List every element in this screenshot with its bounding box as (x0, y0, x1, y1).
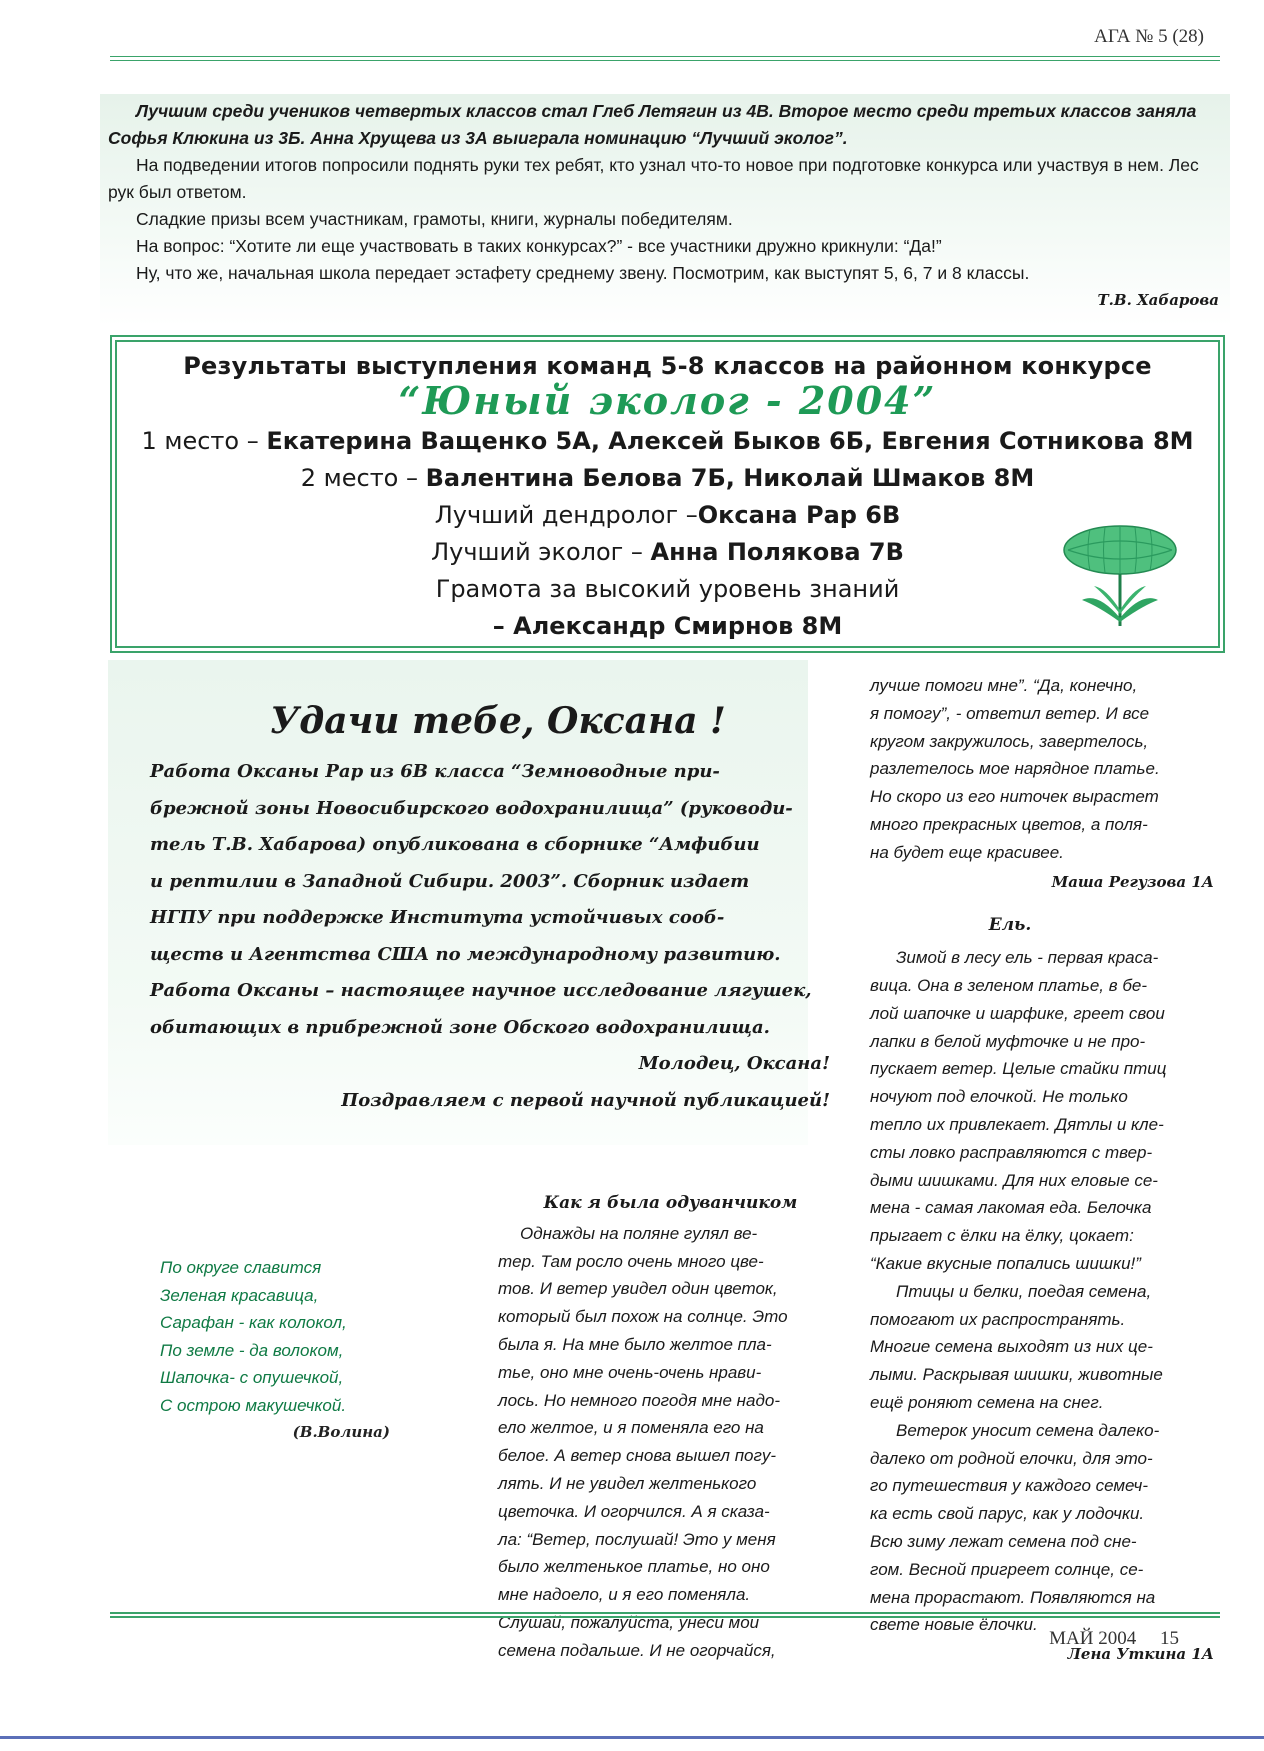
dandelion-line: было желтенькое платье, но оно (498, 1557, 770, 1577)
poem-signature: (В.Волина) (292, 1423, 390, 1441)
masha-signature: Маша Регузова 1А (1051, 872, 1214, 891)
paragraph-1: На подведении итогов попросили поднять руки тех ребят, кто узнал что-то новое при подготовке конкурса или участвуя в нем. Лес рук был ответом. (108, 155, 1199, 202)
poem-line: Шапочка- с опушечкой, (160, 1368, 344, 1387)
el-line: гом. Весной пригреет солнце, се- (870, 1559, 1144, 1579)
story-end-line: Но скоро из его ниточек вырастет (870, 787, 1159, 807)
flower-icon (1060, 522, 1180, 632)
poem-line: С острою макушечкой. (160, 1395, 347, 1415)
story-end-line: лучше помоги мне”. “Да, конечно, (870, 676, 1138, 695)
second-place-names: Валентина Белова 7Б, Николай Шмаков 8М (425, 464, 1035, 492)
dendrologist-name: Оксана Рар 6В (697, 501, 901, 529)
el-line: помогают их распространять. (870, 1309, 1126, 1329)
contest-name: “Юный эколог - 2004” (398, 378, 937, 423)
el-line: пускает ветер. Целые стайки птиц (870, 1059, 1167, 1079)
el-line: Многие семена выходят из них це- (870, 1337, 1153, 1357)
story-end-line: кругом закружилось, завертелось, (870, 731, 1149, 751)
paragraph-3: На вопрос: “Хотите ли еще участвовать в таких конкурсах?” - все участники дружно крикнули: “Да!” (136, 236, 942, 256)
el-line: Ветерок уносит семена далеко- (896, 1420, 1160, 1440)
dandelion-line: лять. И не увидел желтенького (498, 1473, 757, 1493)
paragraph-4: Ну, что же, начальная школа передает эстафету среднему звену. Посмотрим, как выступят 5, 6, 7 и 8 классы. (136, 263, 1030, 283)
oksana-text (150, 754, 830, 1119)
ecologist-name: Анна Полякова 7В (650, 538, 904, 566)
page-footer: МАЙ 2004 15 (1049, 1628, 1179, 1649)
oksana-line: ществ и Агентства США по международному развитию. (150, 943, 781, 965)
oksana-line: и рептилии в Западной Сибири. 2003”. Сборник издает (150, 870, 750, 892)
story-end-line: на будет еще красивее. (870, 842, 1064, 862)
dandelion-line: тье, оно мне очень-очень нрави- (498, 1362, 762, 1382)
dandelion-line: ла: “Ветер, послушай! Это у меня (498, 1529, 776, 1549)
diploma-label: Грамота за высокий уровень знаний (435, 575, 900, 603)
results-box (110, 335, 1225, 653)
el-line: ночуют под елочкой. Не только (870, 1087, 1128, 1107)
el-line: Зимой в лесу ель - первая краса- (896, 948, 1159, 968)
oksana-article (150, 700, 830, 1119)
el-line: лапки в белой муфточке и не про- (870, 1031, 1146, 1051)
top-rule (110, 56, 1220, 61)
dandelion-line: была я. На мне было желтое пла- (498, 1334, 772, 1354)
el-line: свете новые ёлочки. (870, 1615, 1038, 1635)
el-line: прыгает с ёлки на ёлку, цокает: (870, 1226, 1134, 1246)
ecologist-label: Лучший эколог – (431, 538, 651, 566)
el-line: лой шапочке и шарфике, греет свои (870, 1003, 1165, 1023)
dandelion-line: Однажды на поляне гулял ве- (520, 1223, 758, 1243)
first-place (117, 423, 1218, 460)
second-place-label: 2 место – (300, 464, 426, 492)
oksana-line: НГПУ при поддержке Института устойчивых сооб- (150, 907, 725, 928)
story-end-line: разлетелось мое нарядное платье. (870, 759, 1160, 779)
el-line: ка есть свой парус, как у лодочки. (870, 1504, 1145, 1524)
dandelion-line: Слушай, пожалуйста, унеси мои (498, 1612, 760, 1632)
top-article (108, 98, 1223, 314)
diploma-name: – Александр Смирнов 8М (492, 612, 843, 640)
lena-signature: Лена Уткина 1А (1067, 1645, 1214, 1664)
el-line: мена прорастают. Появляются на (870, 1587, 1156, 1607)
dandelion-line: цветочка. И огорчился. А я сказа- (498, 1501, 770, 1521)
dandelion-line: тов. И ветер увидел один цветок, (498, 1279, 778, 1299)
results-title: Результаты выступления команд 5-8 классов на районном конкурсе (183, 352, 1152, 380)
top-signature: Т.В. Хабарова (1097, 291, 1219, 309)
story-end-line: много прекрасных цветов, а поля- (870, 814, 1148, 834)
oksana-line: Работа Оксаны Рар из 6В класса “Земноводные при- (150, 761, 720, 782)
el-line: “Какие вкусные попались шишки!” (870, 1253, 1141, 1273)
el-line: го путешествия у каждого семеч- (870, 1476, 1149, 1496)
dandelion-line: лось. Но немного погодя мне надо- (498, 1390, 781, 1410)
el-line: ещё роняют семена на снег. (870, 1392, 1104, 1412)
el-line: мена - самая лакомая еда. Белочка (870, 1198, 1152, 1218)
dandelion-title: Как я была одуванчиком (543, 1193, 798, 1213)
dandelion-line: ело желтое, и я поменяла его на (498, 1418, 764, 1438)
diploma-winner (117, 608, 1218, 645)
el-line: Всю зиму лежат семена под сне- (870, 1531, 1137, 1551)
dandelion-line: мне надоело, и я его поменяла. (498, 1585, 751, 1605)
dandelion-line: тер. Там росло очень много цве- (498, 1251, 764, 1271)
right-column (870, 672, 1220, 1669)
best-dendrologist (117, 497, 1218, 534)
first-place-names: Екатерина Ващенко 5А, Алексей Быков 6Б, Евгения Сотникова 8М (266, 427, 1194, 455)
dandelion-line: белое. А ветер снова вышел погу- (498, 1446, 777, 1466)
poem-line: Зеленая красавица, (160, 1285, 319, 1305)
oksana-line: тель Т.В. Хабарова) опубликована в сборнике “Амфибии (150, 834, 760, 855)
dandelion-story (498, 1190, 843, 1665)
el-line: тепло их привлекает. Дятлы и кле- (870, 1114, 1164, 1134)
first-place-label: 1 место – (141, 427, 267, 455)
oksana-line: обитающих в прибрежной зоне Обского водохранилища. (150, 1016, 770, 1038)
issue-number: АГА № 5 (28) (1094, 26, 1204, 47)
el-line: Птицы и белки, поедая семена, (896, 1281, 1152, 1301)
el-line: далеко от родной елочки, для это- (870, 1448, 1153, 1468)
dandelion-line: который был похож на солнце. Это (498, 1307, 788, 1327)
results-inner (115, 340, 1220, 648)
oksana-line: Работа Оксаны – настоящее научное исследование лягушек, (150, 980, 812, 1001)
best-ecologist (117, 534, 1218, 571)
el-line: сты ловко расправляются с твер- (870, 1142, 1153, 1162)
poem (160, 1254, 420, 1447)
el-line: лыми. Раскрывая шишки, животные (870, 1365, 1163, 1385)
poem-line: Сарафан - как колокол, (160, 1313, 347, 1332)
scan-edge (0, 1736, 1264, 1751)
story-end-line: я помогу”, - ответил ветер. И все (870, 703, 1150, 723)
el-line: вица. Она в зеленом платье, в бе- (870, 975, 1147, 995)
poem-line: По округе славится (160, 1258, 322, 1277)
oksana-closing-1: Молодец, Оксана! (638, 1053, 830, 1074)
dandelion-line: семена подальше. И не огорчайся, (498, 1640, 776, 1660)
paragraph-2: Сладкие призы всем участникам, грамоты, книги, журналы победителям. (136, 209, 733, 229)
poem-line: По земле - да волоком, (160, 1340, 344, 1360)
el-title: Ель. (988, 915, 1032, 936)
bottom-rule (110, 1612, 1220, 1618)
oksana-closing-2: Поздравляем с первой научной публикацией! (341, 1089, 830, 1111)
dendrologist-label: Лучший дендролог – (434, 501, 698, 529)
winners-paragraph: Лучшим среди учеников четвертых классов стал Глеб Летягин из 4В. Второе место среди третьих классов заняла Софья Клюкина из 3Б. Анна Хрущева из 3А выиграла номинацию “Лучший эколог”. (108, 101, 1197, 148)
second-place (117, 460, 1218, 497)
el-line: дыми шишками. Для них еловые се- (870, 1170, 1158, 1190)
oksana-line: брежной зоны Новосибирского водохранилища” (руководи- (150, 797, 793, 819)
oksana-title: Удачи тебе, Оксана ! (270, 700, 726, 742)
